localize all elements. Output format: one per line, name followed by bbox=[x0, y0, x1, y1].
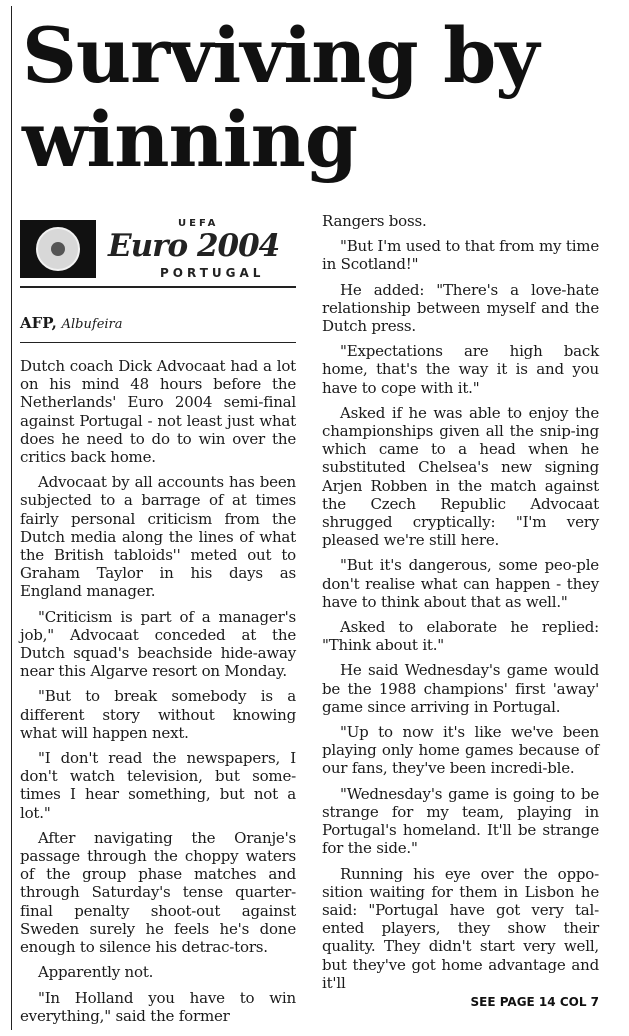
paragraph: "But I'm used to that from my time in Scotland!" bbox=[322, 237, 599, 274]
paragraph: Rangers boss. bbox=[322, 212, 427, 230]
logo-portugal-text: PORTUGAL bbox=[160, 266, 265, 280]
paragraph: "But to break somebody is a different story without knowing what will happen next. bbox=[20, 687, 296, 742]
dateline-place: Albufeira bbox=[61, 317, 123, 332]
paragraph: Apparently not. bbox=[38, 963, 154, 982]
paragraph: Running his eye over the oppo-sition waiting for them in Lisbon he said: "Portugal have got very tal-ented players, they show their quality. They didn't start very well, but they've got home advantage and it'll bbox=[322, 864, 599, 992]
paragraph: Asked to elaborate he replied: "Think about it." bbox=[322, 618, 599, 655]
paragraph: "But it's dangerous, some peo-ple don't realise what can happen - they have to think about that as well." bbox=[322, 556, 599, 611]
paragraph: Asked if he was able to enjoy the championships given all the snip-ing which came to a head when he substituted Chelsea's new signing Arjen Robben in the match against the Czech Republic Advocaat shrugged cryptically: "I'm very pleased we're still here. bbox=[322, 403, 599, 550]
paragraph: "Wednesday's game is going to be strange for my team, playing in Portugal's homeland. It'll be strange for the side." bbox=[322, 784, 599, 858]
right-body bbox=[322, 212, 599, 992]
paragraph: "Up to now it's like we've been playing only home games because of our fans, they've been incredi-ble. bbox=[322, 723, 599, 778]
column-rule bbox=[11, 6, 12, 1030]
logo-uefa-text: UEFA bbox=[178, 218, 219, 229]
paragraph: Dutch coach Dick Advocaat had a lot on his mind 48 hours before the Netherlands' Euro 2004 semi-final against Portugal - not least just what does he need to do to win over the critics back home. bbox=[20, 357, 296, 467]
left-body bbox=[20, 357, 296, 1025]
paragraph: He added: "There's a love-hate relationship between myself and the Dutch press. bbox=[322, 280, 599, 336]
paragraph: Advocaat by all accounts has been subjected to a barrage of at times fairly personal criticism from the Dutch media along the lines of what the British tabloids'' meted out to Graham Taylor in his days as England manager. bbox=[20, 473, 296, 601]
paragraph: "In Holland you have to win everything," said the former bbox=[20, 988, 296, 1025]
right-column bbox=[322, 212, 599, 999]
paragraph: "I don't read the newspapers, I don't watch television, but some-times I hear something, but not a lot." bbox=[20, 749, 296, 822]
logo-euro-text: Euro 2004 bbox=[108, 228, 280, 264]
paragraph: After navigating the Oranje's passage through the choppy waters of the group phase matches and through Saturday's tense quarter-final penalty shoot-out against Sweden surely he feels he's done enough to silence his detrac-tors. bbox=[20, 828, 296, 957]
dateline bbox=[20, 314, 296, 343]
paragraph: "Expectations are high back home, that's the way it is and you have to cope with it." bbox=[322, 342, 599, 397]
euro-2004-logo bbox=[20, 212, 296, 288]
logo-wordmark bbox=[102, 218, 292, 280]
dateline-agency: AFP, bbox=[20, 314, 57, 332]
paragraph: He said Wednesday's game would be the 1988 champions' first 'away' game since arriving in Portugal. bbox=[322, 661, 599, 716]
paragraph: "Criticism is part of a manager's job," Advocaat conceded at the Dutch squad's beachside hide-away near this Algarve resort on Monday. bbox=[20, 607, 296, 681]
continuation-link[interactable]: SEE PAGE 14 COL 7 bbox=[470, 995, 599, 1009]
football-icon bbox=[20, 220, 96, 278]
left-column bbox=[20, 212, 296, 1032]
headline: Surviving by winning bbox=[22, 11, 539, 184]
